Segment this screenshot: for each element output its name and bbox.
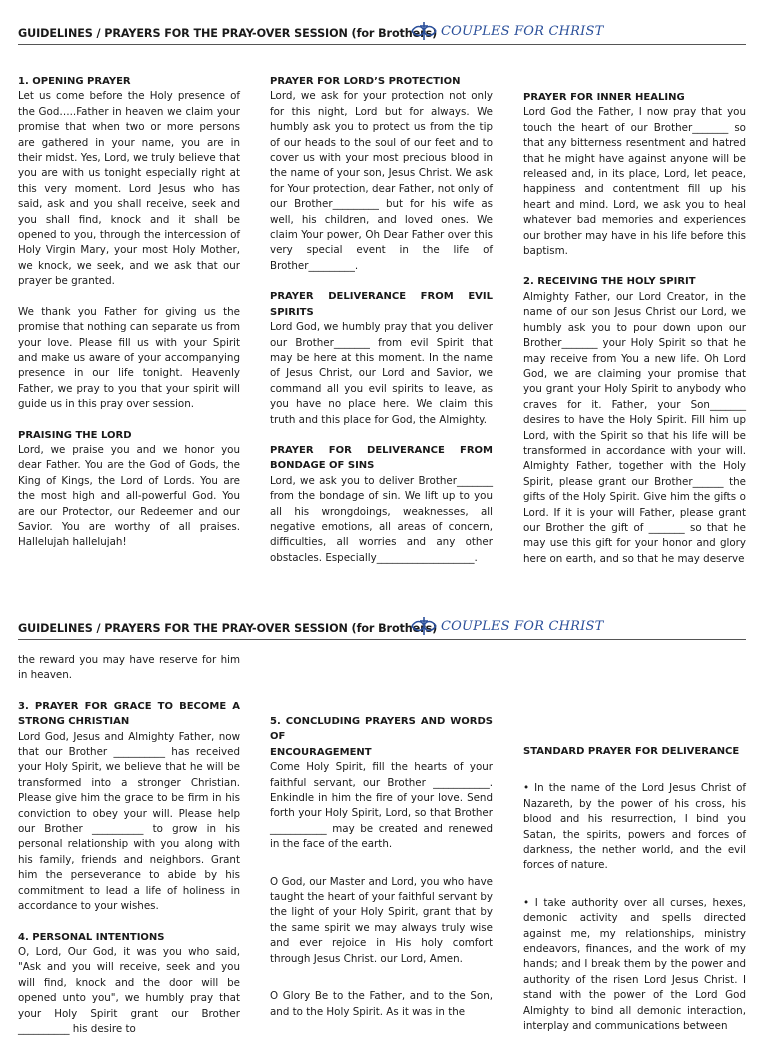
bondage-sins-heading: PRAYER FOR DELIVERANCE FROM BONDAGE OF SINS (270, 444, 493, 472)
grace-paragraph: Lord God, Jesus and Almighty Father, now that our Brother __________ has received your Holy Spirit, we believe that he will be transformed into a stronger Christian. Please give him the grace to be firm in his conviction to obey your will. Please help our Brother __________ to grow in his personal relationship with you along with his family, friends and neighbors. Grant him the perseverance to abide by his commitment to lead a life of holiness in accordance to your wishes. (18, 730, 240, 913)
concluding-heading-line-2: ENCOURAGEMENT (270, 746, 372, 758)
continuation-paragraph: the reward you may have reserve for him in heaven. (18, 654, 240, 682)
praising-heading: PRAISING THE LORD (18, 429, 132, 441)
protection-paragraph: Lord, we ask for your protection not only for this night, Lord but for always. We humbly ask you to protect us from the tip of our heads to the soul of our feet and to cover us with your most precious blood in the name of your son, Jesus Christ. We ask for Your protection, dear Father, not only of our Brother_________ but for his wife as well, his children, and loved ones. We claim Your power, Oh Dear Father over this very special event in the life of Brother_________. (270, 90, 493, 272)
concluding-paragraph-1: Come Holy Spirit, fill the hearts of your faithful servant, our Brother ___________. Enkindle in him the fire of your love. Send forth your Holy Spirit, Lord, so that Brother ___________ may be created and renewed in the face of the earth. (270, 761, 493, 851)
page1-column-1 (18, 74, 240, 551)
inner-healing-paragraph: Lord God the Father, I now pray that you touch the heart of our Brother_______ so that any bitterness resentment and hatred that he might have against anyone will be released and, in its place, Lord, let peace, happiness and contentment fill up his heart and mind. Lord, we ask you to heal whatever bad memories and experiences our brother may have in his life before this baptism. (523, 106, 746, 258)
concluding-heading-line-1: 5. CONCLUDING PRAYERS AND WORDS OF (270, 716, 493, 743)
standard-deliverance-heading: STANDARD PRAYER FOR DELIVERANCE (523, 746, 740, 757)
page2-title: GUIDELINES / PRAYERS FOR THE PRAY-OVER SESSION (for Brothers) (18, 622, 438, 635)
personal-intentions-heading: 4. PERSONAL INTENTIONS (18, 931, 165, 943)
logo-text: COUPLES FOR CHRIST (441, 23, 604, 39)
opening-prayer-heading: 1. OPENING PRAYER (18, 76, 131, 87)
inner-healing-heading: PRAYER FOR INNER HEALING (523, 92, 685, 103)
cfc-logo (410, 21, 603, 41)
cfc-logo-icon (410, 21, 438, 41)
bondage-sins-paragraph: Lord, we ask you to deliver Brother_______ from the bondage of sin. We lift up to you all his wrongdoings, weaknesses, all negative emotions, all areas of concern, difficulties, all worries and any other obstacles. Especially___________________. (270, 474, 493, 564)
page2-column-1 (18, 653, 240, 1037)
opening-prayer-paragraph-1: Let us come before the Holy presence of the God…..Father in heaven we claim your promise that when two or more persons are gathered in your name, you are in their midst. Yes, Lord, we truly believe that you are with us tonight especially right at this very moment. Lord Jesus who has said, ask and you shall receive, seek and you shall find, knock and it shall be opened to you, through the intercession of Holy Virgin Mary, your most Holy Mother, we knock, we seek, and we ask that our prayer be granted. (18, 90, 240, 288)
deliverance-bullet-1: • In the name of the Lord Jesus Christ of Nazareth, by the power of his cross, his blood and his resurrection, I bind you Satan, the spirits, powers and forces of darkness, the nether world, and the evil forces of nature. (523, 781, 746, 873)
personal-intentions-paragraph: O, Lord, Our God, it was you who said, "Ask and you will receive, seek and you will find, knock and the door will be opened unto you", we humbly pray that your Holy Spirit grant our Brother __________ his desire to (18, 945, 240, 1035)
page1-column-3 (523, 90, 746, 567)
page2-column-2 (270, 714, 493, 1020)
evil-spirits-paragraph: Lord God, we humbly pray that you deliver our Brother_______ from evil Spirit that may be here at this moment. In the name of Jesus Christ, our Lord and Savior, we command all you evil spirits to leave, as you have no place here. We claim this truth and this place for God, the Almighty. (270, 321, 493, 426)
page2-header (18, 617, 746, 640)
concluding-paragraph-3: O Glory Be to the Father, and to the Son, and to the Holy Spirit. As it was in the (270, 990, 493, 1018)
deliverance-bullet-2: • I take authority over all curses, hexes, demonic activity and spells directed against me, my relationships, ministry endeavors, finances, and the work of my hands; and I break them by the power and authority of the risen Lord Jesus Christ. I stand with the power of the Lord God Almighty to bind all demonic interaction, interplay and communications between (523, 896, 746, 1035)
holy-spirit-heading: 2. RECEIVING THE HOLY SPIRIT (523, 276, 696, 288)
logo-text: COUPLES FOR CHRIST (441, 618, 604, 634)
protection-heading: PRAYER FOR LORD’S PROTECTION (270, 76, 461, 87)
evil-spirits-heading: PRAYER DELIVERANCE FROM EVIL SPIRITS (270, 291, 493, 318)
praising-paragraph: Lord, we praise you and we honor you dear Father. You are the God of Gods, the King of Kings, the Lord of Lords. You are the most high and all-powerful God. You are our Protector, our Redeemer and our Savior. You are worthy of all praises. Hallelujah hallelujah! (18, 443, 240, 549)
concluding-paragraph-2: O God, our Master and Lord, you who have taught the heart of your faithful servant by the light of your Holy Spirit, grant that by the same spirit we may always truly wise and ever rejoice in His holy comfort through Jesus Christ. our Lord, Amen. (270, 875, 493, 965)
grace-heading: 3. PRAYER FOR GRACE TO BECOME A STRONG CHRISTIAN (18, 700, 240, 728)
opening-prayer-paragraph-2: We thank you Father for giving us the promise that nothing can separate us from your love. Please fill us with your Spirit and make us aware of your accompanying presence in our life tonight. Heavenly Father, we pray to you that your spirit will guide us in this pray over session. (18, 305, 240, 411)
page1-header (18, 22, 746, 45)
page2-column-3 (523, 744, 746, 1035)
cfc-logo (410, 616, 603, 636)
page1-title: GUIDELINES / PRAYERS FOR THE PRAY-OVER SESSION (for Brothers) (18, 27, 438, 40)
cfc-logo-icon (410, 616, 438, 636)
holy-spirit-paragraph: Almighty Father, our Lord Creator, in the name of our son Jesus Christ our Lord, we humbly ask you to pour down upon our Brother_______ your Holy Spirit so that he may receive from You a new life. Oh Lord God, we are claiming your promise that you grant your Holy Spirit to anybody who craves for it. Father, your Son_______ desires to have the Holy Spirit. Fill him up Lord, with the Spirit so that his life will be transformed in accordance with your will. Almighty Father, together with the Holy Spirit, please grant our Brother______ the gifts of the Holy Spirit. Give him the gifts o Lord. If it is your will Father, please grant our Brother the gift of _______ so that he may use this gift for your honor and glory here on earth, and so that he may deserve (523, 290, 746, 565)
page1-column-2 (270, 74, 493, 566)
